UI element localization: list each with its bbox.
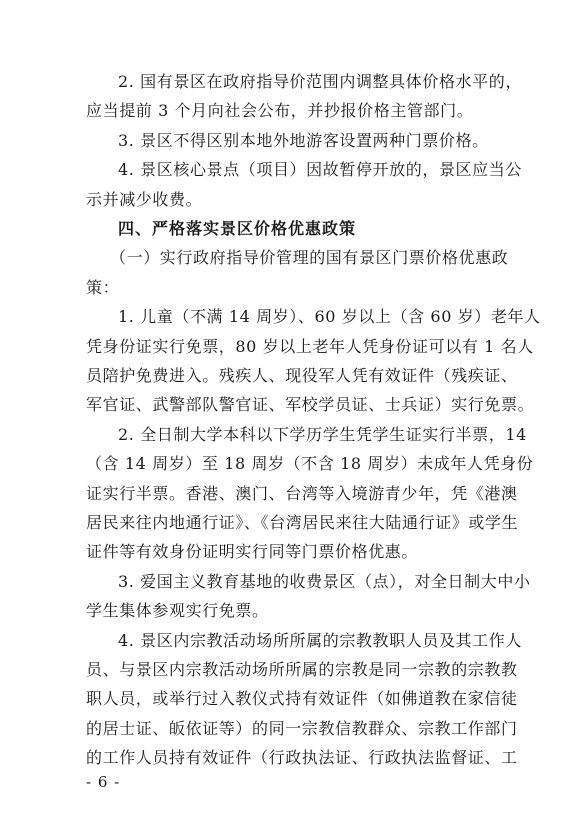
paragraph-line: 2. 全日制大学本科以下学历学生凭学生证实行半票，14 [118,424,527,444]
paragraph-line: 策： [86,277,120,297]
paragraph-line: 应当提前 3 个月向社会公布，并抄报价格主管部门。 [86,101,474,121]
paragraph-line: 学生集体参观实行免票。 [86,601,269,621]
paragraph-line: 2. 国有景区在政府指导价范围内调整具体价格水平的， [118,72,522,91]
paragraph-line: （含 14 周岁）至 18 周岁（不含 18 周岁）未成年人凭身份 [86,454,534,474]
paragraph-line: 示并减少收费。 [86,189,203,209]
paragraph-line: 3. 景区不得区别本地外地游客设置两种门票价格。 [118,130,489,150]
paragraph-line: 证实行半票。香港、澳门、台湾等入境游青少年，凭《港澳 [86,483,518,503]
paragraph-line: 的工作人员持有效证件（行政执法证、行政执法监督证、工 [86,748,518,768]
paragraph-line: 居民来往内地通行证》、《台湾居民来往大陆通行证》或学生 [86,513,519,532]
paragraph-line: 的居士证、皈依证等）的同一宗教信教群众、宗教工作部门 [86,718,518,738]
paragraph-line: 3. 爱国主义教育基地的收费景区（点），对全日制大中小 [118,571,531,591]
paragraph-line: 证件等有效身份证明实行同等门票价格优惠。 [86,542,419,562]
page-number: - 6 - [86,772,121,791]
paragraph-line: 凭身份证实行免票，80 岁以上老年人凭身份证可以有 1 名人 [86,336,534,356]
paragraph-line: 员、与景区内宗教活动场所所属的宗教是同一宗教的宗教教 [86,660,518,679]
paragraph-line: （一）实行政府指导价管理的国有景区门票价格优惠政 [110,248,509,268]
paragraph-line: 军官证、武警部队警官证、军校学员证、士兵证）实行免票。 [86,395,535,415]
section-heading: 四、严格落实景区价格优惠政策 [118,219,357,238]
paragraph-line: 4. 景区核心景点（项目）因故暂停开放的，景区应当公 [118,160,522,180]
paragraph-line: 1. 儿童（不满 14 周岁）、60 岁以上（含 60 岁）老年人 [118,307,541,327]
paragraph-line: 员陪护免费进入。残疾人、现役军人凭有效证件（残疾证、 [86,366,518,385]
paragraph-line: 4. 景区内宗教活动场所所属的宗教教职人员及其工作人 [118,630,522,650]
paragraph-line: 职人员，或举行过入教仪式持有效证件（如佛道教在家信徒 [86,689,518,709]
